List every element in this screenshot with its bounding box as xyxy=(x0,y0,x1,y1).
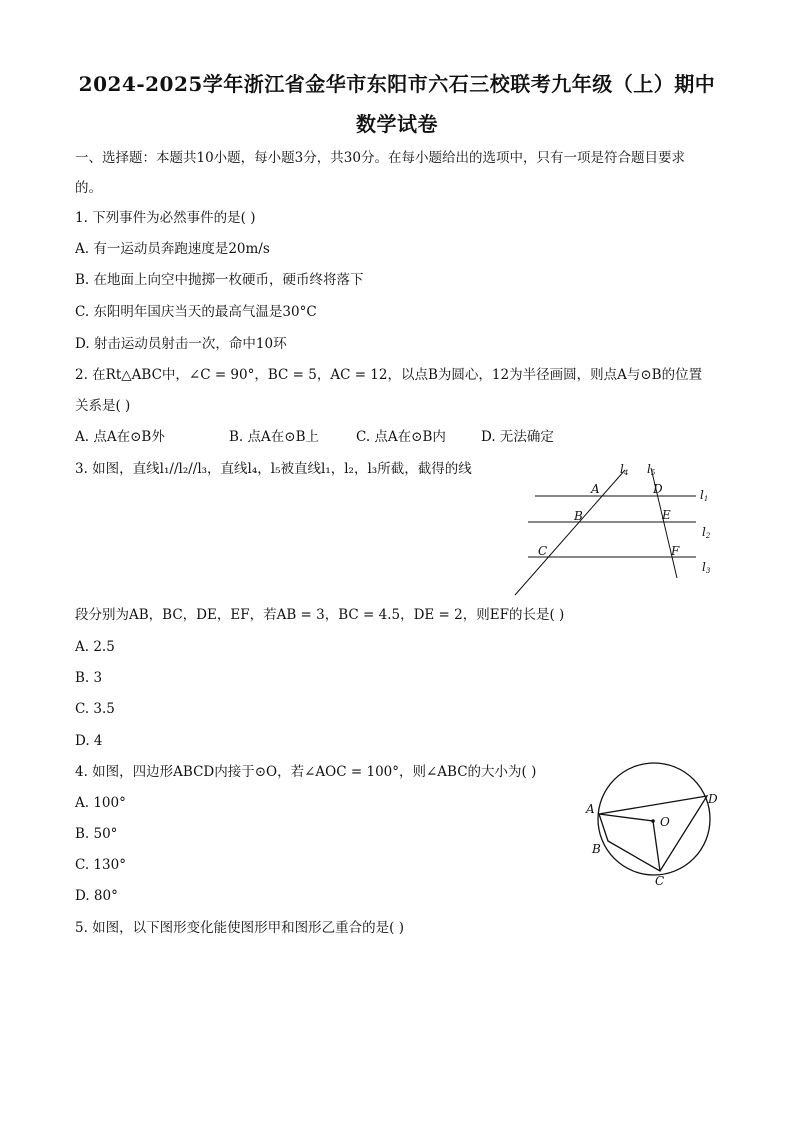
label-l5: l5 xyxy=(647,462,656,477)
question-3-option-d: D. 4 xyxy=(75,733,103,749)
question-1-option-b: B. 在地面上向空中抛掷一枚硬币，硬币终将落下 xyxy=(75,272,364,288)
point-c-label: C xyxy=(538,544,548,558)
point-f-label: F xyxy=(671,544,680,558)
point-d-label: D xyxy=(708,792,718,806)
label-l1: l1 xyxy=(700,488,709,503)
question-2-option-a: A. 点A在⊙B外 xyxy=(75,429,165,445)
point-c-label: C xyxy=(655,874,665,888)
question-2-stem: 2. 在Rt△ABC中，∠C = 90°，BC = 5，AC = 12，以点B为圆心，12为半径画圆，则点A与⊙B的位置 xyxy=(75,367,703,383)
line-l4 xyxy=(515,470,625,595)
question-1-option-d: D. 射击运动员射击一次，命中10环 xyxy=(75,336,287,352)
label-l4: l4 xyxy=(620,462,629,477)
question-1-stem: 1. 下列事件为必然事件的是( ) xyxy=(75,210,256,226)
point-a-label: A xyxy=(591,482,600,496)
label-l3: l3 xyxy=(702,560,711,575)
section-heading: 一、选择题：本题共10小题，每小题3分，共30分。在每小题给出的选项中，只有一项是符合题目要求 xyxy=(75,150,685,166)
question-2-option-b: B. 点A在⊙B上 xyxy=(229,429,319,445)
point-d-label: D xyxy=(653,482,663,496)
question-2-option-c: C. 点A在⊙B内 xyxy=(356,429,446,445)
question-3-option-a: A. 2.5 xyxy=(75,639,115,655)
question-4-stem: 4. 如图，四边形ABCD内接于⊙O，若∠AOC = 100°，则∠ABC的大小为( ) xyxy=(75,764,537,780)
question-2-stem-cont: 关系是( ) xyxy=(75,398,131,414)
point-b-label: B xyxy=(592,842,601,856)
paper-title-line1: 2024-2025学年浙江省金华市东阳市六石三校联考九年级（上）期中 xyxy=(78,72,716,96)
question-2-option-d: D. 无法确定 xyxy=(481,429,554,445)
point-b-label: B xyxy=(574,509,583,523)
inscribed-quadrilateral-figure xyxy=(580,758,730,893)
point-e-label: E xyxy=(662,508,671,522)
question-4-option-b: B. 50° xyxy=(75,826,118,842)
question-5-stem: 5. 如图，以下图形变化能使图形甲和图形乙重合的是( ) xyxy=(75,920,404,936)
section-heading-cont: 的。 xyxy=(75,180,102,196)
question-3-option-b: B. 3 xyxy=(75,670,103,686)
question-3-stem-cont: 段分别为AB，BC，DE，EF，若AB = 3，BC = 4.5，DE = 2，则EF的长是( ) xyxy=(75,607,565,623)
label-l2: l2 xyxy=(702,525,711,540)
question-4-option-c: C. 130° xyxy=(75,857,126,873)
question-3-stem: 3. 如图，直线l₁//l₂//l₃，直线l₄，l₅被直线l₁，l₂，l₃所截，截得的线 xyxy=(75,461,472,477)
paper-title-line2: 数学试卷 xyxy=(356,112,438,136)
point-o-label: O xyxy=(660,815,670,829)
question-4-option-d: D. 80° xyxy=(75,888,118,904)
parallel-lines-figure xyxy=(510,458,720,598)
point-a-label: A xyxy=(586,802,595,816)
question-1-option-a: A. 有一运动员奔跑速度是20m/s xyxy=(75,241,270,257)
radius-lines xyxy=(599,814,660,871)
center-point xyxy=(651,819,655,823)
question-4-option-a: A. 100° xyxy=(75,795,126,811)
question-1-option-c: C. 东阳明年国庆当天的最高气温是30°C xyxy=(75,304,317,320)
question-3-option-c: C. 3.5 xyxy=(75,701,115,717)
